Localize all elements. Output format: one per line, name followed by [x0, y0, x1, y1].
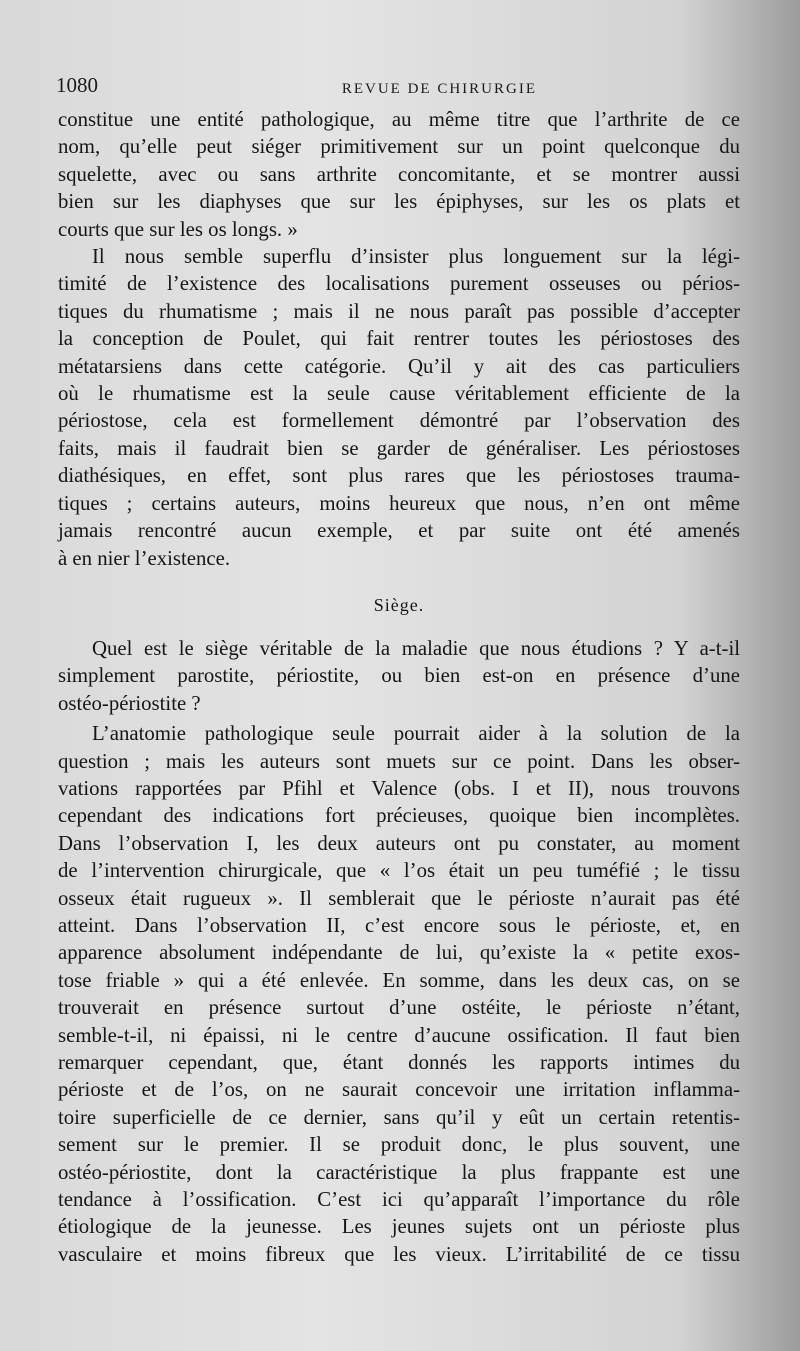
text-line: constitue une entité pathologique, au même titre que l’arthrite de ce	[58, 108, 740, 131]
text-line: osseux était rugueux ». Il semblerait que le périoste n’aurait pas été	[58, 886, 740, 910]
text-line: tiques ; certains auteurs, moins heureux que nous, n’en ont même	[58, 491, 740, 515]
text-line: ostéo-périostite ?	[58, 691, 201, 715]
body-text	[58, 106, 740, 1268]
text-line: remarquer cependant, que, étant donnés les rapports intimes du	[58, 1051, 740, 1074]
text-line: métatarsiens dans cette catégorie. Qu’il y ait des cas particuliers	[58, 354, 740, 378]
text-line: étiologique de la jeunesse. Les jeunes sujets ont un périoste plus	[58, 1215, 740, 1239]
text-line: squelette, avec ou sans arthrite concomitante, et se montrer aussi	[58, 162, 740, 186]
text-line: Quel est le siège véritable de la maladie que nous étudions ? Y a-t-il	[92, 636, 740, 660]
text-line: jamais rencontré aucun exemple, et par suite ont été amenés	[58, 519, 740, 543]
text-line: question ; mais les auteurs sont muets sur ce point. Dans les obser-	[58, 749, 740, 773]
text-line: bien sur les diaphyses que sur les épiphyses, sur les os plats et	[58, 190, 740, 214]
paragraph	[58, 635, 740, 717]
section-heading: Siège.	[373, 594, 425, 615]
text-line: atteint. Dans l’observation II, c’est encore sous le périoste, et, en	[58, 913, 740, 937]
text-line: périostose, cela est formellement démontré par l’observation des	[58, 409, 740, 433]
text-line: ostéo-périostite, dont la caractéristique la plus frappante est une	[58, 1160, 740, 1184]
text-line: Il nous semble superflu d’insister plus longuement sur la légi-	[92, 245, 740, 269]
journal-title: REVUE DE CHIRURGIE	[341, 81, 537, 97]
page-number: 1080	[56, 73, 98, 97]
text-line: à en nier l’existence.	[58, 546, 231, 570]
text-line: trouverait en présence surtout d’une ostéite, le périoste n’étant,	[58, 996, 740, 1020]
text-line: courts que sur les os longs. »	[58, 217, 298, 241]
text-line: nom, qu’elle peut siéger primitivement sur un point quelconque du	[58, 135, 740, 159]
paragraph	[58, 243, 740, 572]
text-line: L’anatomie pathologique seule pourrait aider à la solution de la	[92, 722, 740, 746]
text-line: semble-t-il, ni épaissi, ni le centre d’aucune ossification. Il faut bien	[58, 1023, 740, 1047]
text-line: la conception de Poulet, qui fait rentrer toutes les périostoses des	[58, 327, 740, 351]
text-line: où le rhumatisme est la seule cause véritablement efficiente de la	[58, 382, 740, 406]
text-line: vasculaire et moins fibreux que les vieux. L’irritabilité de ce tissu	[58, 1242, 740, 1266]
text-line: de l’intervention chirurgicale, que « l’os était un peu tuméfié ; le tissu	[58, 859, 740, 883]
text-line: vations rapportées par Pfihl et Valence (obs. I et II), nous trouvons	[58, 776, 740, 800]
text-line: tendance à l’ossification. C’est ici qu’apparaît l’importance du rôle	[58, 1188, 740, 1212]
text-line: diathésiques, en effet, sont plus rares que les périostoses trauma-	[58, 464, 740, 488]
running-head	[56, 64, 742, 98]
text-line: timité de l’existence des localisations purement osseuses ou périos-	[58, 272, 740, 296]
paragraph	[58, 720, 740, 1268]
text-line: cependant des indications fort précieuses, quoique bien incomplètes.	[58, 804, 740, 828]
text-line: toire superficielle de ce dernier, sans qu’il y eût un certain retentis-	[58, 1105, 740, 1129]
text-line: sement sur le premier. Il se produit donc, le plus souvent, une	[58, 1133, 740, 1157]
text-line: tose friable » qui a été enlevée. En somme, dans les deux cas, on se	[58, 968, 740, 992]
text-line: simplement parostite, périostite, ou bien est-on en présence d’une	[58, 664, 740, 688]
paragraph	[58, 106, 740, 243]
text-line: Dans l’observation I, les deux auteurs ont pu constater, au moment	[58, 831, 740, 855]
text-line: tiques du rhumatisme ; mais il ne nous paraît pas possible d’accepter	[58, 299, 740, 323]
text-line: périoste et de l’os, on ne saurait concevoir une irritation inflamma-	[58, 1078, 740, 1102]
text-line: apparence absolument indépendante de lui, qu’existe la « petite exos-	[58, 941, 740, 965]
text-line: faits, mais il faudrait bien se garder de généraliser. Les périostoses	[58, 436, 740, 460]
